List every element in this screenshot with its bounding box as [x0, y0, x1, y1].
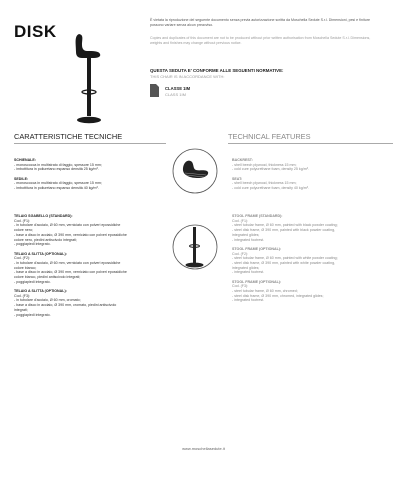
backrest-title-it: SCHIENALE:: [14, 158, 36, 162]
conformity-subheading: THIS CHAIR IS IN ACCORDANCE WITH:: [150, 73, 225, 79]
stool-illustration: [60, 32, 120, 132]
frame3-line-en: - steel tubular frame, Ø 60 mm, chromed;: [232, 289, 298, 294]
frame2-line-it: colore bianco;: [14, 265, 37, 270]
frame3-line-it: integrati;: [14, 307, 28, 312]
backrest-line-en: - shell beech plywood, thickness 15 mm;: [232, 162, 297, 167]
class-label-en: CLASS 1IM: [165, 91, 186, 97]
divider-it: [14, 143, 166, 144]
footer-website-link[interactable]: www.moschellasedute.it: [182, 446, 225, 451]
seat-line-it: - imbottitura in poliuretano espanso densità 40 kg/m³.: [14, 186, 99, 191]
frame2-line-it: colore bianco, piedini antiscivolo integrati;: [14, 275, 81, 280]
conformity-heading: QUESTA SEDUTA E' CONFORME ALLE SEGUENTI NORMATIVE:: [150, 68, 284, 73]
frame2-code-en: Cod. (F2):: [232, 251, 249, 256]
backrest-title-en: BACKREST:: [232, 158, 253, 162]
frame-line-it: - poggiapiedi integrato.: [14, 242, 51, 247]
shell-illustration: [172, 148, 218, 194]
frame2-line-it: - in tubolare d'acciaio, Ø 60 mm, verniciato con polveri epossidiche: [14, 260, 121, 265]
frame3-title-en: STOOL FRAME (OPTIONAL):: [232, 279, 282, 284]
frame3-line-it: - base a disco in acciaio, Ø 390 mm, cromato, piedini antiscivolo: [14, 303, 117, 308]
seat-line-en: - cold cure polyurethane foam, density 40 kg/m³.: [232, 186, 309, 191]
copyright-note-it: È vietata la riproduzione del seguente documento senza previa autorizzazione scritta da Moschella Sedute S.r.l. Dimensioni, pesi e finiture possono variare senza alcun preavviso.: [150, 18, 370, 27]
frame-line-en: - integrated footrest.: [232, 237, 265, 242]
seat-title-it: SEDILE:: [14, 176, 29, 181]
divider-en: [228, 143, 393, 144]
seat-line-it: - monoscocca in multistrato di faggio, spessore 15 mm;: [14, 181, 102, 186]
backrest-line-en: - cold cure polyurethane foam, density 25 kg/m³.: [232, 167, 309, 172]
frame2-title-en: STOOL FRAME (OPTIONAL):: [232, 246, 282, 251]
frame3-line-it: - poggiapiedi integrato.: [14, 312, 51, 317]
frame2-line-en: - steel disk frame, Ø 390 mm, painted with white powder coating,: [232, 260, 336, 265]
backrest-line-it: - monoscocca in multistrato di faggio, spessore 15 mm;: [14, 162, 102, 167]
frame-line-it: colore nero;: [14, 228, 33, 233]
class-label-it: CLASSE 1IM: [165, 86, 191, 91]
frame3-code-en: Cod. (F3):: [232, 284, 249, 289]
seat-line-en: - shell beech plywood, thickness 15 mm;: [232, 181, 297, 186]
frame-line-en: - steel disk frame, Ø 390 mm, painted with black powder coating,: [232, 228, 336, 233]
seat-title-en: SEAT:: [232, 176, 243, 181]
product-title: DISK: [14, 22, 57, 41]
frame3-line-en: - steel disk frame, Ø 390 mm, chromed, integrated glides;: [232, 293, 324, 298]
frame-code-en: Cod. (F1):: [232, 218, 249, 223]
backrest-line-it: - imbottitura in poliuretano espanso densità 25 kg/m³.: [14, 167, 99, 172]
frame3-code-it: Cod. (F3):: [14, 293, 31, 298]
frame-block-it: [14, 214, 164, 317]
section-heading-it: CARATTERISTICHE TECNICHE: [14, 132, 123, 141]
document-icon: [150, 84, 159, 97]
frame2-code-it: Cod. (F2):: [14, 256, 31, 261]
frame2-line-en: - integrated footrest.: [232, 270, 265, 275]
frame3-title-it: TELAIO A SLITTA (OPTIONAL):: [14, 289, 67, 294]
backrest-block-en: [232, 158, 402, 191]
frame2-title-it: TELAIO A SLITTA (OPTIONAL):: [14, 251, 67, 256]
frame2-line-it: - poggiapiedi integrato.: [14, 279, 51, 284]
frame-block-en: [232, 214, 402, 303]
frame2-line-en: - steel tubular frame, Ø 60 mm, painted with white powder coating;: [232, 256, 338, 261]
frame2-line-it: - base a disco in acciaio, Ø 390 mm, verniciato con polveri epossidiche: [14, 270, 127, 275]
frame2-line-en: integrated glides;: [232, 265, 260, 270]
frame-line-en: integrated glides;: [232, 232, 260, 237]
backrest-block-it: [14, 158, 164, 191]
frame-line-it: - in tubolare d'acciaio, Ø 60 mm, verniciato con polveri epossidiche: [14, 223, 121, 228]
frame-title-it: TELAIO SGABELLO (STANDARD):: [14, 214, 73, 218]
copyright-note-en: Copies and duplicates of this document are not to be produced without prior written authorisation from Moschella Sedute S.r.l. Dimensions, weights and finishes may change without previous notice.: [150, 36, 371, 45]
frame-line-it: - base a disco in acciaio, Ø 390 mm, verniciato con polveri epossidiche: [14, 232, 127, 237]
frame3-line-en: - integrated footrest.: [232, 298, 265, 303]
frame-title-en: STOOL FRAME (STANDARD):: [232, 214, 283, 218]
frame-code-it: Cod. (F1):: [14, 218, 31, 223]
frame-line-en: - steel tubular frame, Ø 60 mm, painted with black powder coating;: [232, 223, 338, 228]
section-heading-en: TECHNICAL FEATURES: [228, 132, 311, 141]
frame3-line-it: - in tubolare d'acciaio, Ø 60 mm, cromato;: [14, 298, 81, 303]
frame-line-it: colore nero, piedini antiscivolo integrati;: [14, 237, 77, 242]
frame-illustration: [172, 212, 218, 282]
